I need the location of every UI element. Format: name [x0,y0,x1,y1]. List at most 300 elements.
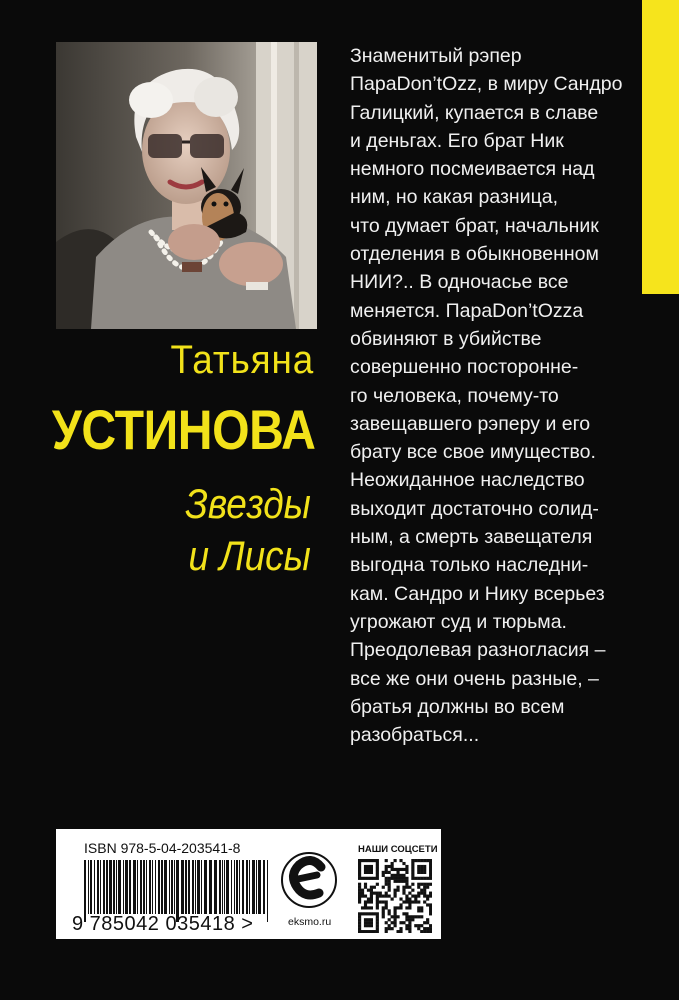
qr-module [385,877,388,880]
qr-module [414,924,417,927]
barcode-bar [143,860,145,914]
qr-module [408,924,411,927]
qr-module [420,915,423,918]
qr-module [417,927,420,930]
barcode-panel [56,829,441,939]
barcode-bar [256,860,257,914]
qr-module [373,859,376,862]
qr-module [417,871,420,874]
qr-module [408,903,411,906]
blurb-line: завещавшего рэперу и его [350,412,591,435]
qr-module [376,900,379,903]
qr-module [388,895,391,898]
qr-module [411,883,414,886]
qr-module [420,871,423,874]
qr-module [405,877,408,880]
qr-module [379,892,382,895]
qr-module [429,906,432,909]
qr-module [423,892,426,895]
barcode-bar [140,860,142,914]
qr-module [394,859,397,862]
book-title-line-2: и Лисы [188,532,311,579]
qr-module [402,862,405,865]
qr-module [429,865,432,868]
qr-module [429,859,432,862]
qr-module [396,889,399,892]
barcode-bar [152,860,153,914]
qr-module [358,892,361,895]
barcode-bar [181,860,184,914]
qr-module [411,918,414,921]
isbn-label: ISBN 978-5-04-203541-8 [84,840,241,856]
qr-module [391,915,394,918]
qr-module [385,930,388,933]
blurb-line: разобраться... [350,724,480,747]
qr-module [370,930,373,933]
qr-module [408,892,411,895]
barcode-bar [109,860,112,914]
barcode-bar [219,860,221,914]
qr-module [364,868,367,871]
qr-module [379,895,382,898]
book-title [185,478,311,582]
qr-module [405,883,408,886]
barcode-bar [90,860,92,914]
blurb-line: угрожают суд и тюрьма. [350,610,567,633]
qr-module [376,895,379,898]
qr-module [426,859,429,862]
barcode-bar [88,860,89,914]
qr-module [394,918,397,921]
qr-module [385,880,388,883]
qr-module [394,906,397,909]
qr-module [382,900,385,903]
qr-module [373,892,376,895]
qr-module [414,859,417,862]
qr-module [402,892,405,895]
qr-module [370,897,373,900]
qr-module [364,912,367,915]
barcode-bar [252,860,255,914]
barcode-bar [242,860,244,914]
qr-module [417,868,420,871]
blurb-line: ним, но какая разница, [350,186,559,209]
barcode-bar [161,860,163,914]
qr-module [388,909,391,912]
qr-module [402,868,405,871]
qr-module [411,868,414,871]
blurb-line: Неожиданное наследство [350,469,585,492]
qr-module [364,924,367,927]
qr-module [388,918,391,921]
barcode-bar [197,860,200,914]
qr-module [358,886,361,889]
barcode-bar [239,860,240,914]
qr-module [376,874,379,877]
qr-module [423,927,426,930]
qr-module [396,874,399,877]
qr-module [376,897,379,900]
qr-module [405,868,408,871]
author-last-name: УСТИНОВА [51,398,315,461]
qr-module [417,859,420,862]
barcode-bar [171,860,173,914]
barcode-bar [192,860,194,914]
qr-module [358,883,361,886]
qr-module [417,877,420,880]
barcode-bar [164,860,167,914]
qr-module [411,865,414,868]
qr-module [423,886,426,889]
barcode-bar [263,860,265,914]
book-blurb [350,42,650,749]
qr-module [420,924,423,927]
qr-module [426,921,429,924]
blurb-line: совершенно посторонне- [350,356,579,379]
qr-module [417,909,420,912]
barcode-bar [234,860,235,914]
qr-module [370,859,373,862]
qr-module [423,895,426,898]
barcode-bar [100,860,101,914]
barcode-bar [204,860,207,914]
qr-module [358,930,361,933]
qr-module [426,883,429,886]
qr-module [361,889,364,892]
blurb-line: го человека, почему-то [350,384,559,407]
qr-module [376,862,379,865]
qr-module [414,895,417,898]
qr-module [429,874,432,877]
qr-module [399,903,402,906]
qr-module [420,859,423,862]
qr-module [429,895,432,898]
qr-module [358,877,361,880]
qr-module [358,912,361,915]
qr-module [408,915,411,918]
qr-module [420,906,423,909]
blurb-line: ПараDon’tOzz, в миру Сандро [350,73,623,96]
barcode-bar [209,860,212,914]
barcode-bar [258,860,261,914]
qr-code-icon [358,859,432,933]
qr-module [367,912,370,915]
qr-module [414,877,417,880]
qr-module [388,924,391,927]
qr-module [396,930,399,933]
qr-module [388,912,391,915]
qr-module [367,921,370,924]
qr-module [423,868,426,871]
barcode-bar [201,860,202,914]
qr-module [370,906,373,909]
qr-module [376,918,379,921]
qr-module [394,874,397,877]
qr-module [429,909,432,912]
qr-module [367,877,370,880]
qr-module [411,859,414,862]
qr-module [358,871,361,874]
qr-module [408,906,411,909]
author-photo [56,42,317,329]
qr-module [364,895,367,898]
qr-module [394,880,397,883]
barcode-bar [125,860,128,914]
qr-module [376,877,379,880]
social-label: НАШИ СОЦСЕТИ [358,844,438,855]
qr-module [370,865,373,868]
qr-module [376,915,379,918]
qr-module [423,871,426,874]
qr-module [370,912,373,915]
qr-module [429,877,432,880]
qr-module [423,921,426,924]
qr-module [364,918,367,921]
qr-module [429,930,432,933]
qr-module [405,895,408,898]
qr-module [364,906,367,909]
qr-module [388,883,391,886]
qr-module [385,865,388,868]
barcode-bar [195,860,196,914]
qr-module [364,930,367,933]
qr-module [361,912,364,915]
qr-module [394,921,397,924]
book-title-line-1: Звезды [185,480,311,527]
qr-module [364,900,367,903]
qr-module [394,889,397,892]
qr-module [414,915,417,918]
qr-module [429,862,432,865]
qr-module [376,906,379,909]
qr-module [367,897,370,900]
blurb-line: меняется. ПараDon’tOzza [350,299,584,322]
qr-module [373,912,376,915]
qr-module [402,900,405,903]
qr-module [388,871,391,874]
qr-module [405,865,408,868]
qr-module [399,859,402,862]
blurb-line: НИИ?.. В одночасье все [350,271,569,294]
qr-module [358,897,361,900]
qr-module [370,886,373,889]
qr-module [417,892,420,895]
blurb-line: все же они очень разные, – [350,667,599,690]
qr-module [399,930,402,933]
qr-module [396,915,399,918]
qr-module [385,871,388,874]
qr-module [423,900,426,903]
qr-module [420,877,423,880]
qr-module [382,895,385,898]
qr-module [420,883,423,886]
qr-module [417,895,420,898]
qr-module [376,883,379,886]
qr-module [367,924,370,927]
blurb-line: немного посмеивается над [350,158,595,181]
qr-module [358,862,361,865]
qr-module [364,871,367,874]
qr-module [391,927,394,930]
qr-module [385,927,388,930]
qr-module [405,886,408,889]
qr-module [429,903,432,906]
qr-module [391,865,394,868]
qr-module [417,906,420,909]
qr-module [417,915,420,918]
qr-module [370,921,373,924]
qr-module [396,886,399,889]
blurb-line: Знаменитый рэпер [350,45,522,67]
qr-module [364,877,367,880]
qr-module [367,859,370,862]
qr-module [376,892,379,895]
qr-module [429,883,432,886]
qr-module [420,889,423,892]
barcode-bar [236,860,238,914]
qr-module [426,927,429,930]
barcode-bar [188,860,190,914]
qr-module [426,918,429,921]
qr-module [399,921,402,924]
qr-module [426,886,429,889]
qr-module [373,886,376,889]
blurb-line: выходит достаточно солид- [350,497,599,520]
publisher-site: eksmo.ru [288,916,332,928]
qr-module [382,886,385,889]
qr-module [411,889,414,892]
qr-module [396,871,399,874]
qr-module [394,909,397,912]
qr-module [405,912,408,915]
qr-module [361,906,364,909]
barcode-bar [137,860,138,914]
qr-module [405,871,408,874]
qr-module [394,924,397,927]
barcode-bar [155,860,156,914]
barcode-bar [149,860,151,914]
barcode-digits: 9 785042 035418 > [72,913,254,935]
qr-module [370,877,373,880]
blurb-line: брату все свое имущество. [350,441,596,464]
qr-module [358,889,361,892]
eksmo-logo-icon [281,847,337,913]
barcode-bar [267,860,268,922]
qr-module [420,909,423,912]
qr-module [420,865,423,868]
blurb-line: ным, а смерть завещателя [350,526,593,549]
qr-module [399,868,402,871]
blurb-line: обвиняют в убийстве [350,327,542,350]
qr-module [394,892,397,895]
qr-module [373,877,376,880]
barcode-bar [129,860,131,914]
qr-module [361,859,364,862]
barcode-bar [97,860,99,914]
qr-module [411,900,414,903]
qr-module [423,865,426,868]
qr-module [358,895,361,898]
qr-module [391,877,394,880]
qr-module [358,924,361,927]
qr-module [358,874,361,877]
qr-module [429,912,432,915]
qr-module [361,930,364,933]
qr-module [391,868,394,871]
barcode-bar [103,860,105,914]
qr-module [426,895,429,898]
qr-module [402,886,405,889]
qr-module [417,886,420,889]
qr-module [405,897,408,900]
qr-module [358,918,361,921]
qr-module [364,883,367,886]
qr-module [370,924,373,927]
qr-module [394,868,397,871]
qr-module [388,877,391,880]
qr-module [408,921,411,924]
qr-module [408,918,411,921]
barcode-bar [158,860,160,914]
qr-module [370,892,373,895]
qr-module [402,877,405,880]
qr-module [388,865,391,868]
qr-module [367,889,370,892]
qr-module [376,921,379,924]
qr-module [388,889,391,892]
qr-module [411,915,414,918]
qr-module [394,895,397,898]
qr-module [411,862,414,865]
qr-module [376,903,379,906]
qr-module [394,915,397,918]
qr-module [420,892,423,895]
qr-module [426,877,429,880]
qr-module [411,877,414,880]
qr-module [382,874,385,877]
qr-module [402,921,405,924]
qr-module [408,897,411,900]
qr-module [370,900,373,903]
qr-module [364,865,367,868]
qr-module [405,906,408,909]
qr-module [426,930,429,933]
barcode-bar [214,860,217,914]
qr-module [399,906,402,909]
blurb-line: Преодолевая разногласия – [350,639,606,662]
qr-module [420,868,423,871]
qr-module [388,927,391,930]
qr-module [385,895,388,898]
qr-module [423,877,426,880]
qr-module [367,900,370,903]
qr-module [376,859,379,862]
qr-module [417,900,420,903]
qr-module [379,900,382,903]
qr-module [367,871,370,874]
qr-module [396,880,399,883]
qr-module [408,930,411,933]
qr-module [399,877,402,880]
qr-module [382,871,385,874]
qr-module [376,930,379,933]
qr-module [367,868,370,871]
barcode-bar [113,860,115,914]
qr-module [358,859,361,862]
qr-module [361,895,364,898]
blurb-line: Галицкий, купается в славе [350,101,599,124]
qr-module [405,880,408,883]
